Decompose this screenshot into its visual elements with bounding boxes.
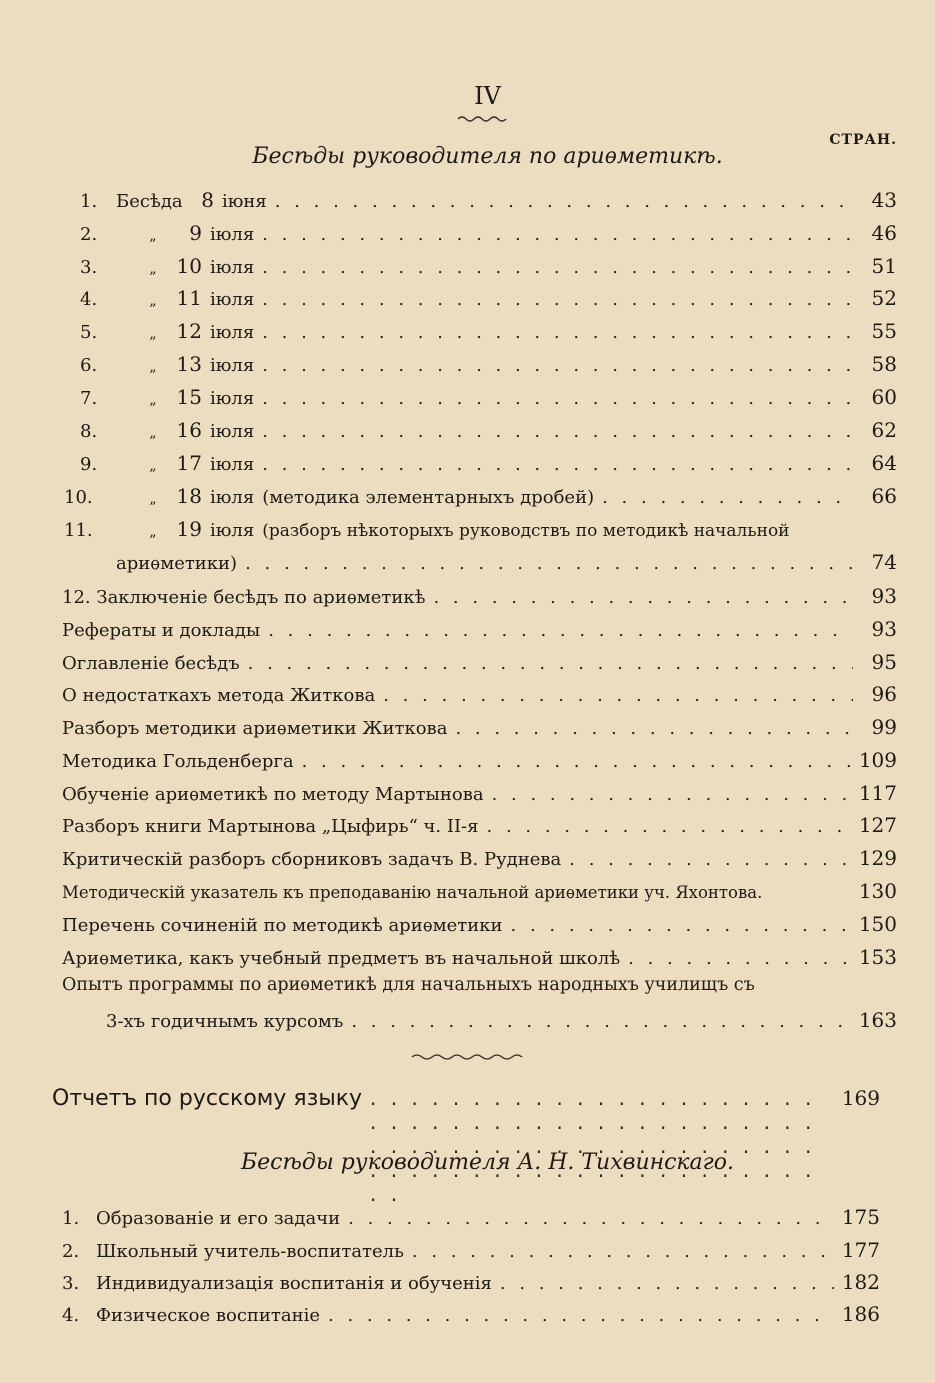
entry-number: 2. xyxy=(80,224,98,245)
ditto-mark: „ xyxy=(149,228,157,244)
page-ref: 109 xyxy=(858,748,897,772)
toc-entry xyxy=(80,286,897,314)
leader-dots xyxy=(569,849,851,870)
leader-dots xyxy=(262,355,853,376)
page-ref: 117 xyxy=(858,781,897,805)
page-ref: 96 xyxy=(871,682,897,706)
page-number: IV xyxy=(474,82,501,110)
toc-entry: Опытъ программы по ариѳметикѣ для начальныхъ народныхъ училищъ съ xyxy=(62,975,755,995)
entry-title: Разборъ книги Мартынова „Цыфирь“ ч. II-я xyxy=(62,816,479,837)
entry-note: (разборъ нѣкоторыхъ руководствъ по методикѣ начальной xyxy=(262,521,790,541)
leader-dots xyxy=(248,653,853,674)
page-ref: 62 xyxy=(871,418,897,442)
leader-dots xyxy=(262,289,853,310)
toc-entry xyxy=(62,781,897,809)
page-ref: 60 xyxy=(871,385,897,409)
entry-title: Рефераты и доклады xyxy=(62,620,261,641)
leader-dots xyxy=(348,1208,834,1229)
section-heading-tikhvinsky: Бесѣды руководителя А. Н. Тихвинскаго. xyxy=(240,1150,735,1175)
leader-dots xyxy=(370,1086,834,1206)
entry-title: Разборъ методики ариѳметики Житкова xyxy=(62,718,448,739)
toc-entry xyxy=(64,517,897,545)
entry-number: 4. xyxy=(80,289,98,310)
toc-entry xyxy=(62,682,897,710)
toc-entry xyxy=(62,912,897,940)
page-ref: 177 xyxy=(841,1238,880,1262)
toc-entry xyxy=(62,813,897,841)
entry-title: Образованіе и его задачи xyxy=(96,1208,341,1229)
page-ref: 52 xyxy=(871,286,897,310)
entry-number: 8. xyxy=(80,421,98,442)
leader-dots xyxy=(487,816,851,837)
ditto-mark: „ xyxy=(149,293,157,309)
toc-entry xyxy=(80,451,897,479)
entry-day: 17 xyxy=(176,451,202,475)
page-ref: 153 xyxy=(858,945,897,969)
entry-number: 4. xyxy=(62,1305,80,1326)
entry-title: Физическое воспитаніе xyxy=(96,1305,320,1326)
leader-dots xyxy=(262,388,853,409)
entry-day: 16 xyxy=(176,418,202,442)
entry-number: 6. xyxy=(80,355,98,376)
leader-dots xyxy=(628,948,851,969)
entry-day: 19 xyxy=(176,517,202,541)
page-ref: 127 xyxy=(858,813,897,837)
ditto-mark: „ xyxy=(149,392,157,408)
ornament-divider-top xyxy=(0,114,935,124)
leader-dots xyxy=(245,553,853,574)
toc-entry xyxy=(62,1238,880,1266)
entry-number: 11. xyxy=(64,520,93,541)
leader-dots xyxy=(602,487,853,508)
entry-month: іюля xyxy=(210,388,255,409)
toc-entry xyxy=(80,352,897,380)
page-ref: 51 xyxy=(871,254,897,278)
entry-month: іюля xyxy=(210,421,255,442)
leader-dots xyxy=(275,191,853,212)
entry-title: 3-хъ годичнымъ курсомъ xyxy=(106,1011,344,1032)
entry-title: О недостаткахъ метода Житкова xyxy=(62,685,376,706)
column-header: СТРАН. xyxy=(829,132,897,148)
toc-entry xyxy=(62,584,897,612)
entry-title: 12. Заключеніе бесѣдъ по ариѳметикѣ xyxy=(62,587,426,608)
entry-title: Методическій указатель къ преподаванію начальной ариѳметики уч. Яхонтова. xyxy=(62,883,763,902)
entry-title: Перечень сочиненій по методикѣ ариѳметики xyxy=(62,915,503,936)
entry-number: 9. xyxy=(80,454,98,475)
entry-number: 5. xyxy=(80,322,98,343)
ditto-mark: „ xyxy=(149,458,157,474)
toc-entry xyxy=(62,879,897,907)
page-ref: 175 xyxy=(841,1205,880,1229)
page-ref: 93 xyxy=(871,584,897,608)
toc-entry xyxy=(62,846,897,874)
page-ref: 182 xyxy=(841,1270,880,1294)
entry-day: 9 xyxy=(189,221,202,245)
page-ref: 169 xyxy=(841,1086,880,1110)
toc-entry xyxy=(62,1205,880,1233)
entry-title: Школьный учитель-воспитатель xyxy=(96,1241,404,1262)
page-ref: 129 xyxy=(858,846,897,870)
entry-month: іюля xyxy=(210,224,255,245)
toc-entry xyxy=(80,188,897,216)
page-ref: 46 xyxy=(871,221,897,245)
leader-dots xyxy=(412,1241,834,1262)
leader-dots xyxy=(455,718,853,739)
entry-number: 7. xyxy=(80,388,98,409)
entry-title: Индивидуализація воспитанія и обученія xyxy=(96,1273,492,1294)
ditto-mark: „ xyxy=(149,425,157,441)
leader-dots xyxy=(262,454,853,475)
leader-dots xyxy=(500,1273,834,1294)
leader-dots xyxy=(262,257,853,278)
entry-title: Оглавленіе бесѣдъ xyxy=(62,653,240,674)
toc-entry xyxy=(62,748,897,776)
entry-day: 8 xyxy=(201,188,214,212)
page-ref: 58 xyxy=(871,352,897,376)
leader-dots xyxy=(383,685,853,706)
ditto-mark: „ xyxy=(149,261,157,277)
toc-entry xyxy=(80,319,897,347)
entry-day: 10 xyxy=(176,254,202,278)
page-ref: 186 xyxy=(841,1302,880,1326)
entry-title: Критическій разборъ сборниковъ задачъ В. Руднева xyxy=(62,849,562,870)
entry-month: іюля xyxy=(210,454,255,475)
leader-dots xyxy=(302,751,851,772)
ditto-mark: „ xyxy=(149,359,157,375)
entry-number: 10. xyxy=(64,487,93,508)
page-ref: 43 xyxy=(871,188,897,212)
entry-day: 15 xyxy=(176,385,202,409)
entry-month: іюля xyxy=(210,322,255,343)
entry-label: Бесѣда xyxy=(116,191,183,212)
entry-month: іюля xyxy=(210,520,255,541)
entry-title: Ариѳметика, какъ учебный предметъ въ начальной школѣ xyxy=(62,948,621,969)
toc-entry-continuation xyxy=(106,1008,897,1036)
leader-dots xyxy=(262,322,853,343)
entry-month: іюля xyxy=(210,355,255,376)
toc-entry xyxy=(62,715,897,743)
toc-entry-continuation xyxy=(116,550,897,578)
entry-note: ариѳметики) xyxy=(116,553,238,574)
page-ref: 95 xyxy=(871,650,897,674)
entry-month: іюня xyxy=(222,191,267,212)
toc-entry xyxy=(80,221,897,249)
entry-month: іюля xyxy=(210,487,255,508)
entry-day: 13 xyxy=(176,352,202,376)
entry-title: Методика Гольденберга xyxy=(62,751,294,772)
entry-number: 1. xyxy=(80,191,98,212)
ditto-mark: „ xyxy=(149,326,157,342)
page-ref: 66 xyxy=(871,484,897,508)
ditto-mark: „ xyxy=(149,491,157,507)
entry-number: 1. xyxy=(62,1208,80,1229)
ornament-divider-middle xyxy=(0,1052,935,1062)
page-ref: 55 xyxy=(871,319,897,343)
toc-entry xyxy=(62,1302,880,1330)
toc-entry xyxy=(62,617,897,645)
entry-number: 3. xyxy=(80,257,98,278)
toc-entry xyxy=(62,650,897,678)
toc-entry xyxy=(62,945,897,973)
leader-dots xyxy=(268,620,853,641)
entry-day: 18 xyxy=(176,484,202,508)
toc-entry xyxy=(62,1270,880,1298)
leader-dots xyxy=(492,784,851,805)
toc-entry xyxy=(80,385,897,413)
entry-note: (методика элементарныхъ дробей) xyxy=(262,487,595,508)
entry-month: іюля xyxy=(210,289,255,310)
page-ref: 150 xyxy=(858,912,897,936)
page-ref: 93 xyxy=(871,617,897,641)
entry-title: Отчетъ по русскому языку xyxy=(52,1086,362,1111)
leader-dots xyxy=(433,587,853,608)
page-ref: 130 xyxy=(858,879,897,903)
leader-dots xyxy=(511,915,851,936)
section-heading-arithmetic: Бесѣды руководителя по ариѳметикѣ. xyxy=(252,144,723,169)
entry-day: 11 xyxy=(176,286,202,310)
entry-number: 2. xyxy=(62,1241,80,1262)
leader-dots xyxy=(262,224,853,245)
leader-dots xyxy=(262,421,853,442)
toc-entry xyxy=(80,254,897,282)
toc-entry xyxy=(64,484,897,512)
page-ref: 74 xyxy=(871,550,897,574)
ditto-mark: „ xyxy=(149,524,157,540)
entry-number: 3. xyxy=(62,1273,80,1294)
entry-month: іюля xyxy=(210,257,255,278)
leader-dots xyxy=(351,1011,850,1032)
leader-dots xyxy=(328,1305,834,1326)
entry-day: 12 xyxy=(176,319,202,343)
toc-entry xyxy=(80,418,897,446)
entry-title: Обученіе ариѳметикѣ по методу Мартынова xyxy=(62,784,484,805)
page-ref: 99 xyxy=(871,715,897,739)
toc-entry-report xyxy=(52,1086,880,1120)
page-ref: 64 xyxy=(871,451,897,475)
page-ref: 163 xyxy=(858,1008,897,1032)
